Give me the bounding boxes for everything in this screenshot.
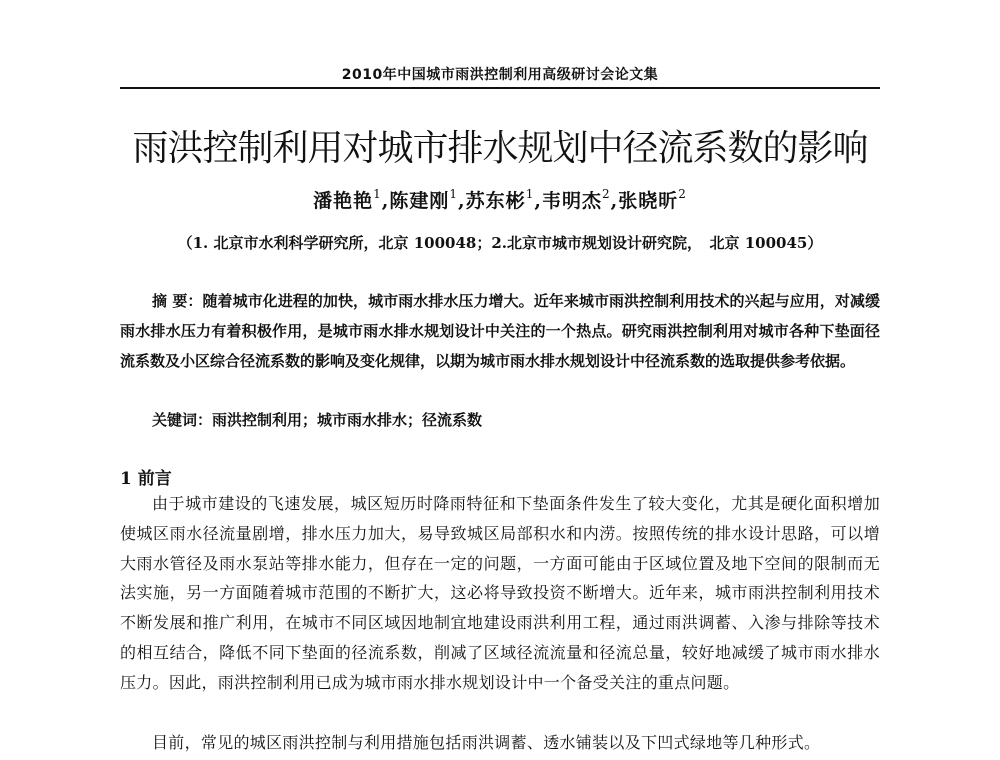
abstract-text: 随着城市化进程的加快，城市雨水排水压力增大。近年来城市雨洪控制利用技术的兴起与应用，对减缓雨水排水压力有着积极作用，是城市雨水排水规划设计中关注的一个热点。研究雨洪控制利用对城市各种下垫面径流系数及小区综合径流系数的影响及变化规律，以期为城市雨水排水规划设计中径流系数的选取提供参考依据。: [120, 292, 880, 370]
section-heading: 1 前言: [120, 469, 172, 489]
keywords-text: 雨洪控制利用；城市雨水排水；径流系数: [212, 411, 483, 429]
body-paragraph: 目前，常见的城区雨洪控制与利用措施包括雨洪调蓄、透水铺装以及下凹式绿地等几种形式。: [152, 733, 821, 752]
author-name: 张晓昕: [618, 190, 679, 212]
author-name: 潘艳艳: [313, 190, 374, 212]
author-affiliation-mark: 1: [449, 186, 459, 201]
author: [313, 186, 382, 212]
author-name: 韦明杰: [541, 190, 602, 212]
author-affiliation-mark: 2: [678, 186, 687, 201]
author: [618, 186, 687, 212]
author-name: 陈建刚: [389, 190, 450, 212]
paper-title: 雨洪控制利用对城市排水规划中径流系数的影响: [132, 128, 868, 169]
author: [465, 186, 535, 212]
body-paragraph: 由于城市建设的飞速发展，城区短历时降雨特征和下垫面条件发生了较大变化，尤其是硬化面积增加使城区雨水径流量剧增，排水压力加大，易导致城区局部积水和内涝。按照传统的排水设计思路，可以增大雨水管径及雨水泵站等排水能力，但存在一定的问题，一方面可能由于区域位置及地下空间的限制而无法实施，另一方面随着城市范围的不断扩大，这必将导致投资不断增大。近年来，城市雨洪控制利用技术不断发展和推广利用，在城市不同区域因地制宜地建设雨洪利用工程，通过雨洪调蓄、入渗与排除等技术的相互结合，降低不同下垫面的径流系数，削减了区域径流流量和径流总量，较好地减缓了城市雨水排水压力。因此，雨洪控制利用已成为城市雨水排水规划设计中一个备受关注的重点问题。: [120, 494, 880, 692]
author-name: 苏东彬: [465, 190, 526, 212]
keywords: [152, 408, 880, 432]
author-affiliation-mark: 2: [601, 186, 611, 201]
running-header: 2010年中国城市雨洪控制利用高级研讨会论文集: [341, 67, 659, 83]
affiliations: （1. 北京市水利科学研究所，北京 100048；2.北京市城市规划设计研究院， 北京 100045）: [177, 234, 823, 252]
author-affiliation-mark: 1: [373, 186, 382, 201]
author-list: 潘艳艳$^1$,陈建刚$^1$,苏东彬$^1$,韦明杰$^2$,张晓昕$^2$: [313, 186, 687, 212]
keywords-label: 关键词：: [152, 411, 213, 429]
abstract-label: 摘 要：: [152, 292, 203, 310]
author: [541, 186, 611, 212]
author-affiliation-mark: 1: [525, 186, 535, 201]
abstract: [120, 286, 880, 376]
header-rule: [120, 87, 880, 89]
author: [389, 186, 459, 212]
